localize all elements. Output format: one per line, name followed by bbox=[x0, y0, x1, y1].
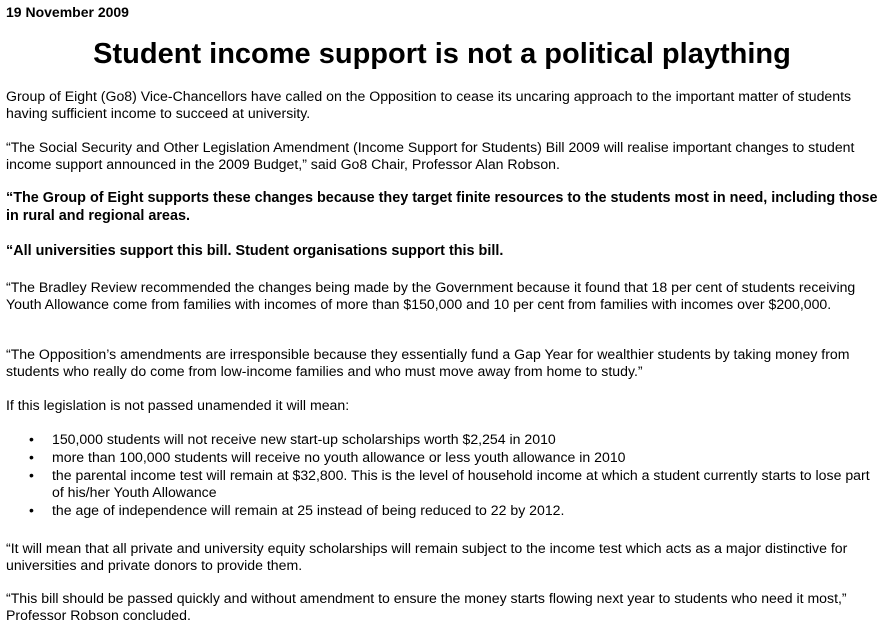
paragraph-opposition-amendments: “The Opposition’s amendments are irresponsible because they essentially fund a Gap Year for wealthier students by taking money from students who really do come from low-income families and who must move away from home to study.” bbox=[6, 346, 850, 379]
paragraph-consequences-intro: If this legislation is not passed unamended it will mean: bbox=[6, 397, 350, 413]
bullet-glyph: • bbox=[29, 502, 34, 518]
list-item bbox=[6, 467, 878, 501]
list-item-text: the parental income test will remain at $32,800. This is the level of household income at which a student currently starts to lose part of his/her Youth Allowance bbox=[52, 467, 870, 500]
list-item-text: the age of independence will remain at 25 instead of being reduced to 22 by 2012. bbox=[52, 502, 565, 518]
release-date: 19 November 2009 bbox=[6, 4, 129, 20]
list-item-text: 150,000 students will not receive new start-up scholarships worth $2,254 in 2010 bbox=[52, 431, 556, 447]
paragraph-go8-support: “The Group of Eight supports these changes because they target finite resources to the students most in need, including those in rural and regional areas. bbox=[6, 190, 878, 224]
list-item bbox=[6, 449, 878, 466]
bullet-glyph: • bbox=[29, 449, 34, 465]
paragraph-conclusion: “This bill should be passed quickly and without amendment to ensure the money starts flowing next year to students who need it most,” Professor Robson concluded. bbox=[6, 590, 847, 623]
list-item bbox=[6, 502, 878, 519]
consequences-list bbox=[6, 431, 878, 520]
paragraph-intro: Group of Eight (Go8) Vice-Chancellors have called on the Opposition to cease its uncaring approach to the important matter of students having sufficient income to succeed at university. bbox=[6, 88, 852, 121]
bullet-glyph: • bbox=[29, 467, 34, 483]
paragraph-bill-quote: “The Social Security and Other Legislation Amendment (Income Support for Students) Bill 2009 will realise important changes to student income support announced in the 2009 Budget,” said Go8 Chair, Professor Alan Robson. bbox=[6, 139, 855, 172]
list-item-text: more than 100,000 students will receive no youth allowance or less youth allowance in 2010 bbox=[52, 449, 626, 465]
paragraph-equity-scholarships: “It will mean that all private and university equity scholarships will remain subject to the income test which acts as a major distinctive for universities and private donors to provide them. bbox=[6, 540, 848, 573]
list-item bbox=[6, 431, 878, 448]
bullet-glyph: • bbox=[29, 431, 34, 447]
paragraph-bradley-review: “The Bradley Review recommended the changes being made by the Government because it found that 18 per cent of students receiving Youth Allowance come from families with incomes of more than $150,000 and 10 per cent from families with incomes over $200,000. bbox=[6, 279, 856, 312]
page-title: Student income support is not a political plaything bbox=[93, 38, 791, 70]
paragraph-universities-support: “All universities support this bill. Student organisations support this bill. bbox=[6, 243, 504, 259]
